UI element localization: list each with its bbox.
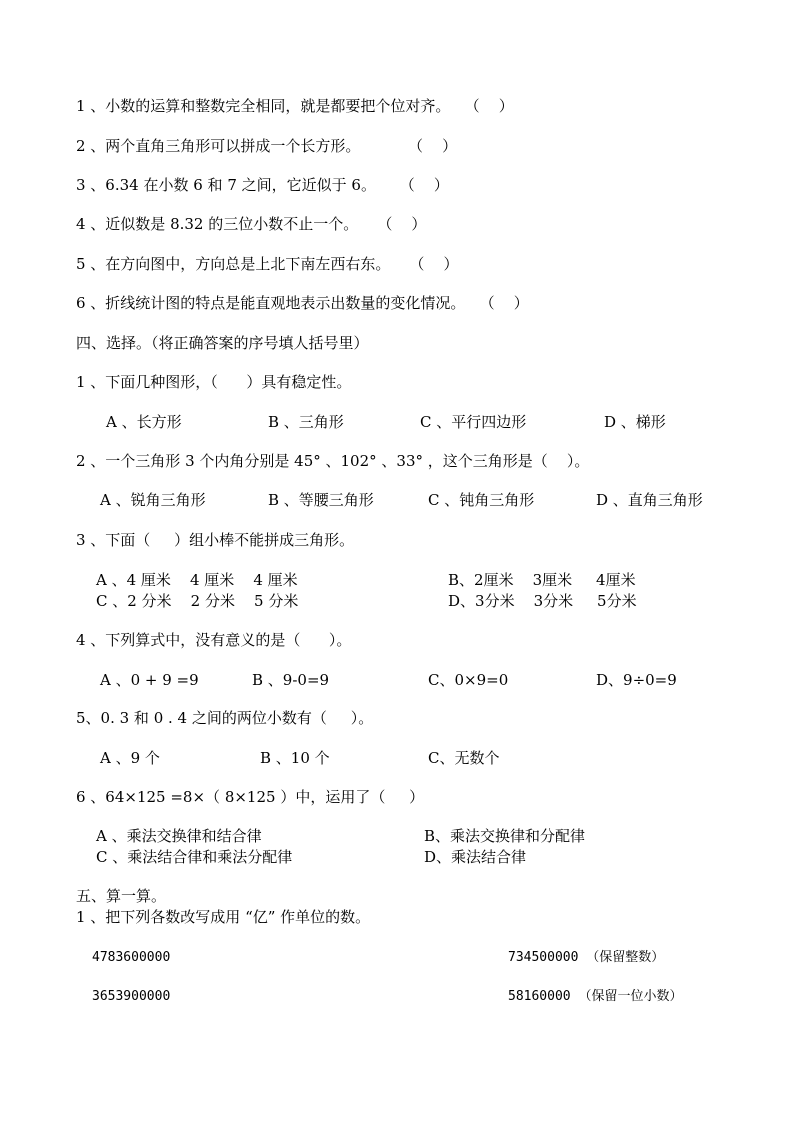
choice-q4-option-c: C、0×9=0 (428, 671, 509, 689)
choice-q2-option-b: B 、等腰三角形 (268, 491, 374, 509)
choice-q4-option-b: B 、9-0=9 (252, 671, 330, 689)
choice-q5-option-c: C、无数个 (428, 749, 500, 767)
choice-q1-stem: 1 、下面几种图形，（ ）具有稳定性。 (76, 373, 352, 391)
choice-q6-option-b: B、乘法交换律和分配律 (424, 827, 586, 845)
choice-q4-option-d: D、9÷0=9 (596, 671, 677, 689)
choice-q3-option-a: A 、4 厘米 4 厘米 4 厘米 (96, 571, 298, 589)
choice-q5-option-b: B 、10 个 (260, 749, 330, 767)
choice-q1-option-a: A 、长方形 (106, 413, 182, 431)
choice-q2-option-c: C 、钝角三角形 (428, 491, 535, 509)
judge-item-5: 5 、在方向图中，方向总是上北下南左西右东。 （ ） (76, 255, 459, 273)
calc-heading: 五、算一算。 (76, 887, 167, 905)
calc-number-4: 58160000 （保留一位小数） (508, 989, 683, 1004)
choice-q3-option-b: B、2厘米 3厘米 4厘米 (448, 571, 636, 589)
choice-q2-stem: 2 、一个三角形 3 个内角分别是 45° 、102° 、33° ，这个三角形是（ ）。 (76, 452, 590, 470)
choice-q6-stem: 6 、64×125 =8×（ 8×125 ）中，运用了（ ） (76, 788, 425, 806)
choice-q6-option-d: D、乘法结合律 (424, 848, 527, 866)
calc-number-2: 734500000 （保留整数） (508, 950, 665, 965)
choice-q5-option-a: A 、9 个 (100, 749, 160, 767)
choice-q3-option-d: D、3分米 3分米 5分米 (448, 592, 637, 610)
judge-item-3: 3 、6.34 在小数 6 和 7 之间，它近似于 6。 （ ） (76, 176, 449, 194)
choice-q2-option-d: D 、直角三角形 (596, 491, 703, 509)
choice-q3-option-c: C 、2 分米 2 分米 5 分米 (96, 592, 299, 610)
choice-q1-option-c: C 、平行四边形 (420, 413, 527, 431)
judge-item-6: 6 、折线统计图的特点是能直观地表示出数量的变化情况。 （ ） (76, 294, 529, 312)
choice-q3-stem: 3 、下面（ ）组小棒不能拼成三角形。 (76, 531, 355, 549)
choice-q1-option-d: D 、梯形 (604, 413, 666, 431)
choice-q5-stem: 5、0. 3 和 0 . 4 之间的两位小数有（ ）。 (76, 709, 374, 727)
calc-number-1: 4783600000 (92, 950, 171, 965)
choice-q6-option-c: C 、乘法结合律和乘法分配律 (96, 848, 293, 866)
choice-q4-stem: 4 、下列算式中，没有意义的是（ ）。 (76, 631, 352, 649)
calc-number-3: 3653900000 (92, 989, 171, 1004)
judge-item-4: 4 、近似数是 8.32 的三位小数不止一个。 （ ） (76, 215, 427, 233)
choice-q4-option-a: A 、0 + 9 =9 (100, 671, 199, 689)
choice-q6-option-a: A 、乘法交换律和结合律 (96, 827, 262, 845)
choice-heading: 四、选择。（将正确答案的序号填人括号里） (76, 334, 369, 352)
judge-item-2: 2 、两个直角三角形可以拼成一个长方形。 （ ） (76, 137, 458, 155)
choice-q2-option-a: A 、锐角三角形 (100, 491, 206, 509)
judge-item-1: 1 、小数的运算和整数完全相同，就是都要把个位对齐。 （ ） (76, 97, 514, 115)
calc-q1-stem: 1 、把下列各数改写成用 “亿” 作单位的数。 (76, 908, 371, 926)
choice-q1-option-b: B 、三角形 (268, 413, 344, 431)
